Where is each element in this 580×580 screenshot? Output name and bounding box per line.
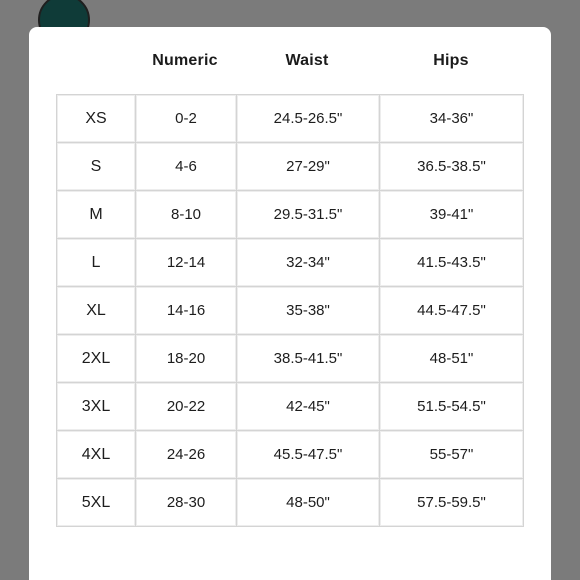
cell-waist: 42-45" [237, 383, 380, 431]
cell-waist: 29.5-31.5" [237, 191, 380, 239]
table-row [57, 383, 524, 431]
cell-numeric: 14-16 [136, 287, 237, 335]
cell-waist: 48-50" [237, 479, 380, 527]
table-header-row [29, 27, 551, 95]
cell-size: 4XL [57, 431, 136, 479]
cell-numeric: 8-10 [136, 191, 237, 239]
cell-hips: 34-36" [380, 95, 524, 143]
cell-size: XL [57, 287, 136, 335]
cell-size: XS [57, 95, 136, 143]
cell-numeric: 20-22 [136, 383, 237, 431]
header-numeric: Numeric [152, 52, 218, 69]
cell-waist: 24.5-26.5" [237, 95, 380, 143]
size-table-body [57, 95, 524, 527]
cell-numeric: 4-6 [136, 143, 237, 191]
table-row [57, 479, 524, 527]
size-table [56, 94, 524, 527]
cell-hips: 36.5-38.5" [380, 143, 524, 191]
cell-waist: 32-34" [237, 239, 380, 287]
cell-numeric: 28-30 [136, 479, 237, 527]
cell-hips: 44.5-47.5" [380, 287, 524, 335]
cell-numeric: 18-20 [136, 335, 237, 383]
cell-size: 3XL [57, 383, 136, 431]
size-chart-modal [29, 27, 551, 580]
cell-hips: 51.5-54.5" [380, 383, 524, 431]
header-hips: Hips [433, 52, 469, 69]
cell-size: 5XL [57, 479, 136, 527]
cell-numeric: 12-14 [136, 239, 237, 287]
table-row [57, 191, 524, 239]
cell-numeric: 0-2 [136, 95, 237, 143]
cell-waist: 45.5-47.5" [237, 431, 380, 479]
table-row [57, 431, 524, 479]
cell-numeric: 24-26 [136, 431, 237, 479]
cell-size: L [57, 239, 136, 287]
cell-hips: 55-57" [380, 431, 524, 479]
cell-hips: 39-41" [380, 191, 524, 239]
table-row [57, 239, 524, 287]
cell-waist: 38.5-41.5" [237, 335, 380, 383]
cell-size: 2XL [57, 335, 136, 383]
cell-hips: 57.5-59.5" [380, 479, 524, 527]
cell-waist: 27-29" [237, 143, 380, 191]
header-waist: Waist [285, 52, 329, 69]
cell-waist: 35-38" [237, 287, 380, 335]
table-row [57, 335, 524, 383]
cell-hips: 48-51" [380, 335, 524, 383]
cell-size: M [57, 191, 136, 239]
cell-size: S [57, 143, 136, 191]
table-row [57, 287, 524, 335]
table-row [57, 95, 524, 143]
cell-hips: 41.5-43.5" [380, 239, 524, 287]
table-row [57, 143, 524, 191]
